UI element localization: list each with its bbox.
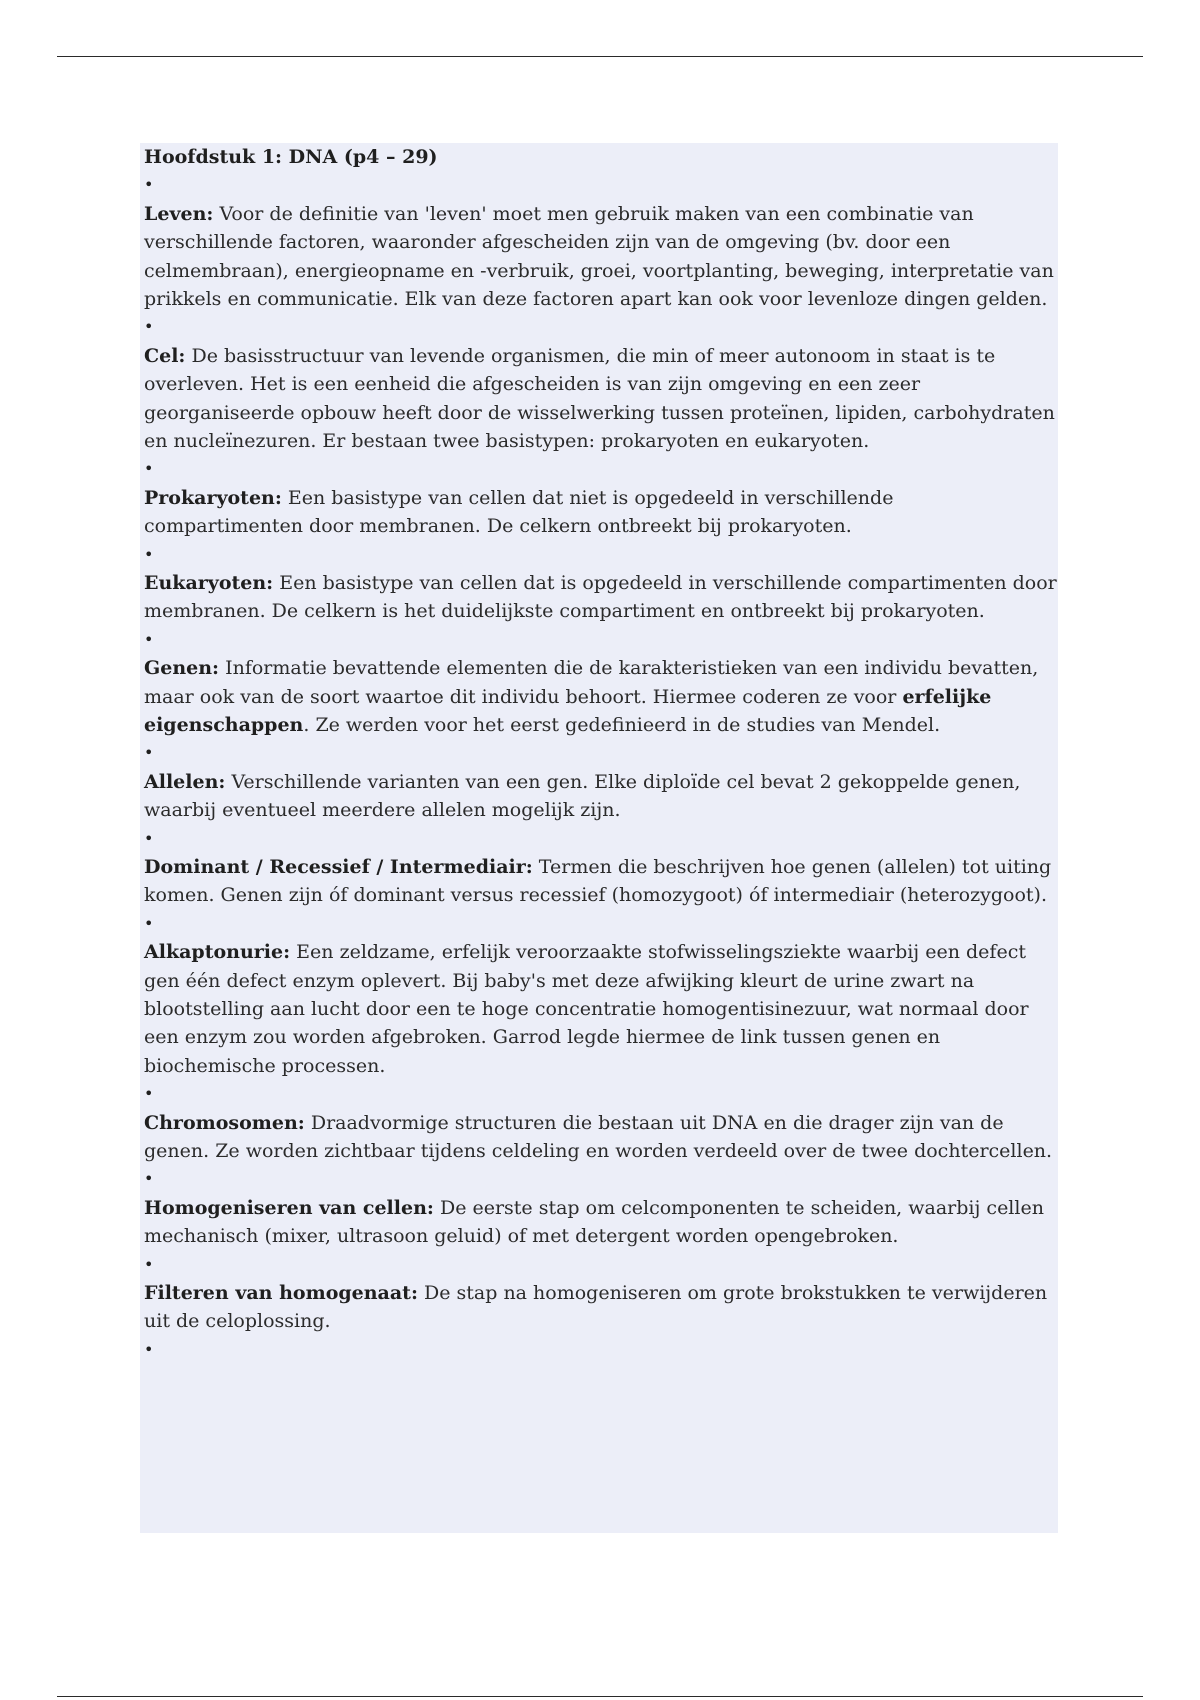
entry-alkaptonurie <box>144 938 1058 1080</box>
entry-term: Cel: <box>144 344 186 367</box>
bullet-marker: • <box>144 459 154 479</box>
chapter-heading: Hoofdstuk 1: DNA (p4 – 29) <box>144 146 438 168</box>
entry-term: Filteren van homogenaat: <box>144 1282 418 1305</box>
entry-text: Een basistype van cellen dat niet is opgedeeld in verschillende compartimenten door membranen. De celkern ontbreekt bij prokaryoten. <box>144 486 894 538</box>
entry-filteren <box>144 1279 1058 1336</box>
entry-text-after: . Ze werden voor het eerst gedefinieerd in de studies van Mendel. <box>303 714 941 737</box>
entry-chromosomen <box>144 1109 1058 1166</box>
entry-text: Een basistype van cellen dat is opgedeeld in verschillende compartimenten door membranen. De celkern is het duidelijkste compartiment en ontbreekt bij prokaryoten. <box>144 572 1057 623</box>
bullet-marker: • <box>144 317 154 337</box>
entry-text: Draadvormige structuren die bestaan uit DNA en die drager zijn van de genen. Ze worden zichtbaar tijdens celdeling en worden verdeeld over de twee dochtercellen. <box>144 1111 1053 1163</box>
bullet-marker: • <box>144 1254 154 1274</box>
entry-term: Homogeniseren van cellen: <box>144 1196 434 1219</box>
entry-term: Alkaptonurie: <box>144 941 291 964</box>
entry-text: Voor de definitie van 'leven' moet men gebruik maken van een combinatie van verschillende factoren, waaronder afgescheiden zijn van de omgeving (bv. door een celmembraan), energieopname en -verbruik, groei, voortplanting, beweging, interpretatie van prikkels en communicatie. Elk van deze factoren apart kan ook voor levenloze dingen gelden. <box>144 202 1054 311</box>
bullet-marker: • <box>144 1169 154 1189</box>
entry-term: Genen: <box>144 657 220 680</box>
bottom-rule <box>57 1696 1143 1697</box>
entry-term: Eukaryoten: <box>144 572 274 595</box>
entry-eukaryoten <box>144 569 1058 626</box>
entry-cel <box>144 342 1058 456</box>
bullet-marker: • <box>144 175 154 195</box>
entry-text: De stap na homogeniseren om grote brokstukken te verwijderen uit de celoplossing. <box>144 1282 1048 1333</box>
entry-term: Leven: <box>144 202 214 225</box>
entry-allelen <box>144 768 1058 825</box>
entry-dominant-recessief <box>144 853 1058 910</box>
bullet-marker: • <box>144 1339 154 1359</box>
bullet-marker: • <box>144 913 154 933</box>
bullet-marker: • <box>144 1084 154 1104</box>
entry-term: Prokaryoten: <box>144 486 282 509</box>
bullet-marker: • <box>144 828 154 848</box>
bullet-marker: • <box>144 743 154 763</box>
entry-term: Dominant / Recessief / Intermediair: <box>144 856 533 879</box>
entry-leven <box>144 200 1058 314</box>
entry-text: Termen die beschrijven hoe genen (allelen) tot uiting komen. Genen zijn óf dominant versus recessief (homozygoot) óf intermediair (heterozygoot). <box>144 856 1052 907</box>
document-body <box>140 143 1058 1533</box>
entry-text: De eerste stap om celcomponenten te scheiden, waarbij cellen mechanisch (mixer, ultrasoon geluid) of met detergent worden opengebroken. <box>144 1196 1044 1248</box>
entry-prokaryoten <box>144 484 1058 541</box>
entry-text: Informatie bevattende elementen die de karakteristieken van een individu bevatten, maar ook van de soort waartoe dit individu behoort. Hiermee coderen ze voor <box>144 657 1039 708</box>
bullet-marker: • <box>144 544 154 564</box>
entry-emphasis: erfelijke eigenschappen <box>144 685 992 737</box>
entry-term: Chromosomen: <box>144 1111 305 1134</box>
entry-text: Een zeldzame, erfelijk veroorzaakte stofwisselingsziekte waarbij een defect gen één defect enzym oplevert. Bij baby's met deze afwijking kleurt de urine zwart na blootstelling aan lucht door een te hoge concentratie homogentisinezuur, wat normaal door een enzym zou worden afgebroken. Garrod legde hiermee de link tussen genen en biochemische processen. <box>144 941 1029 1077</box>
bullet-marker: • <box>144 629 154 649</box>
entry-text: De basisstructuur van levende organismen, die min of meer autonoom in staat is te overleven. Het is een eenheid die afgescheiden is van zijn omgeving en een zeer georganiseerde opbouw heeft door de wisselwerking tussen proteïnen, lipiden, carbohydraten en nucleïnezuren. Er bestaan twee basistypen: prokaryoten en eukaryoten. <box>144 344 1055 453</box>
entry-homogeniseren <box>144 1194 1058 1251</box>
entry-genen <box>144 654 1058 739</box>
top-rule <box>57 56 1143 57</box>
entry-term: Allelen: <box>144 770 226 793</box>
entry-text: Verschillende varianten van een gen. Elke diploïde cel bevat 2 gekoppelde genen, waarbij eventueel meerdere allelen mogelijk zijn. <box>144 770 1021 822</box>
